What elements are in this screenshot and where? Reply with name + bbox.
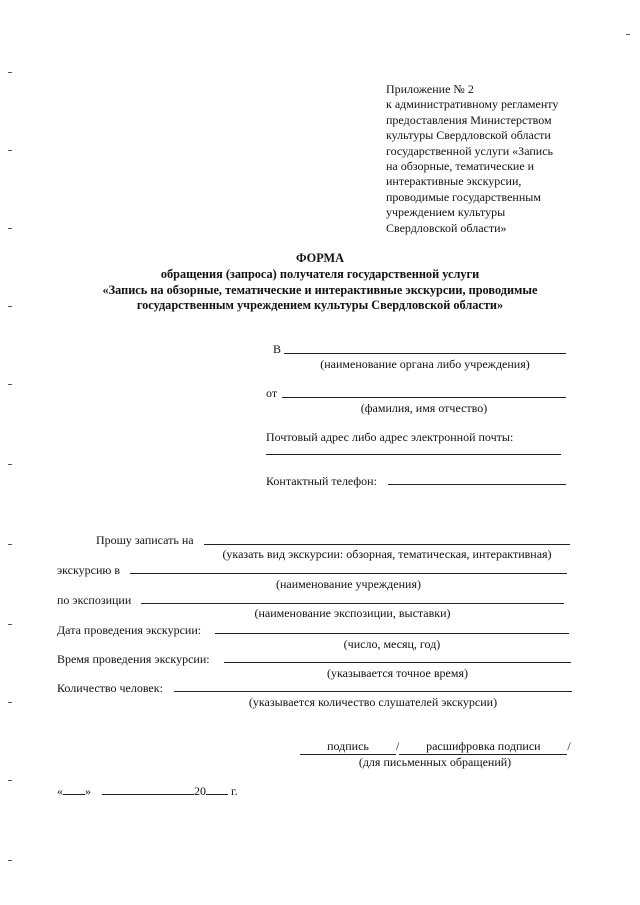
to-field[interactable]	[284, 353, 566, 354]
scan-mark	[8, 72, 12, 73]
request-hint: (указать вид экскурсии: обзорная, тематическая, интерактивная)	[222, 547, 552, 561]
count-hint: (указывается количество слушателей экскурсии)	[248, 695, 498, 709]
time-field[interactable]	[224, 662, 571, 663]
scan-mark	[8, 150, 12, 151]
appendix-line: предоставления Министерством	[386, 112, 552, 127]
scan-mark	[8, 780, 12, 781]
address-field[interactable]	[266, 454, 561, 455]
form-title-line: обращения (запроса) получателя государственной услуги	[160, 267, 480, 281]
scan-mark	[8, 464, 12, 465]
appendix-block	[386, 82, 626, 236]
phone-field[interactable]	[388, 484, 566, 485]
exposition-field[interactable]	[141, 603, 564, 604]
scan-mark	[8, 860, 12, 861]
day-field[interactable]	[63, 794, 85, 795]
date-hint: (число, месяц, год)	[343, 637, 441, 651]
signature-hint: (для письменных обращений)	[358, 755, 512, 769]
appendix-line: Свердловской области»	[386, 220, 507, 235]
from-hint: (фамилия, имя отчество)	[360, 401, 488, 415]
year-field[interactable]	[206, 794, 228, 795]
time-hint: (указывается точное время)	[327, 666, 468, 680]
form-heading: ФОРМА	[295, 251, 345, 265]
form-title-line: «Запись на обзорные, тематические и интерактивные экскурсии, проводимые	[102, 283, 538, 297]
appendix-line: к административному регламенту	[386, 97, 559, 112]
signature-decode-field[interactable]	[399, 739, 567, 755]
signature-decode-label: расшифровка подписи	[426, 739, 541, 753]
scan-mark	[8, 384, 12, 385]
exposition-label: по экспозиции	[57, 593, 132, 607]
address-label: Почтовый адрес либо адрес электронной почты:	[266, 430, 514, 444]
request-label: Прошу записать на	[96, 533, 194, 547]
from-field[interactable]	[282, 397, 566, 398]
phone-label: Контактный телефон:	[266, 474, 377, 488]
form-title-line: государственным учреждением культуры Свердловской области»	[136, 298, 504, 312]
signature-field[interactable]	[300, 739, 396, 755]
excursion-hint: (наименование учреждения)	[276, 577, 421, 591]
date-open-quote: «	[57, 784, 63, 798]
exposition-hint: (наименование экспозиции, выставки)	[254, 606, 451, 620]
appendix-line: проводимые государственным	[386, 189, 541, 204]
year-suffix: г.	[231, 784, 238, 798]
excursion-field[interactable]	[130, 573, 567, 574]
appendix-line: государственной услуги «Запись	[386, 143, 554, 158]
count-label: Количество человек:	[57, 681, 163, 695]
date-line	[57, 784, 238, 799]
scan-mark	[8, 702, 12, 703]
date-close-quote: »	[85, 784, 91, 798]
time-label: Время проведения экскурсии:	[57, 652, 210, 666]
request-field[interactable]	[204, 544, 570, 545]
signature-label: подпись	[327, 739, 369, 753]
year-prefix: 20	[194, 784, 206, 798]
scan-mark	[8, 624, 12, 625]
from-label: от	[266, 386, 278, 400]
signature-row	[300, 739, 576, 755]
scan-mark	[8, 306, 12, 307]
appendix-line: учреждением культуры	[386, 205, 506, 220]
signature-separator: /	[396, 739, 400, 753]
scan-mark	[626, 34, 630, 35]
appendix-line: интерактивные экскурсии,	[386, 174, 522, 189]
signature-end-separator: /	[567, 739, 571, 753]
date-field[interactable]	[215, 633, 569, 634]
scan-mark	[8, 544, 12, 545]
excursion-label: экскурсию в	[57, 563, 121, 577]
month-field[interactable]	[102, 794, 194, 795]
appendix-line: на обзорные, тематические и	[386, 159, 535, 174]
appendix-line: культуры Свердловской области	[386, 128, 551, 143]
count-field[interactable]	[174, 691, 572, 692]
date-label: Дата проведения экскурсии:	[57, 623, 202, 637]
to-label: В	[273, 342, 282, 356]
to-hint: (наименование органа либо учреждения)	[320, 357, 530, 371]
scan-mark	[8, 228, 12, 229]
appendix-line: Приложение № 2	[386, 82, 474, 96]
